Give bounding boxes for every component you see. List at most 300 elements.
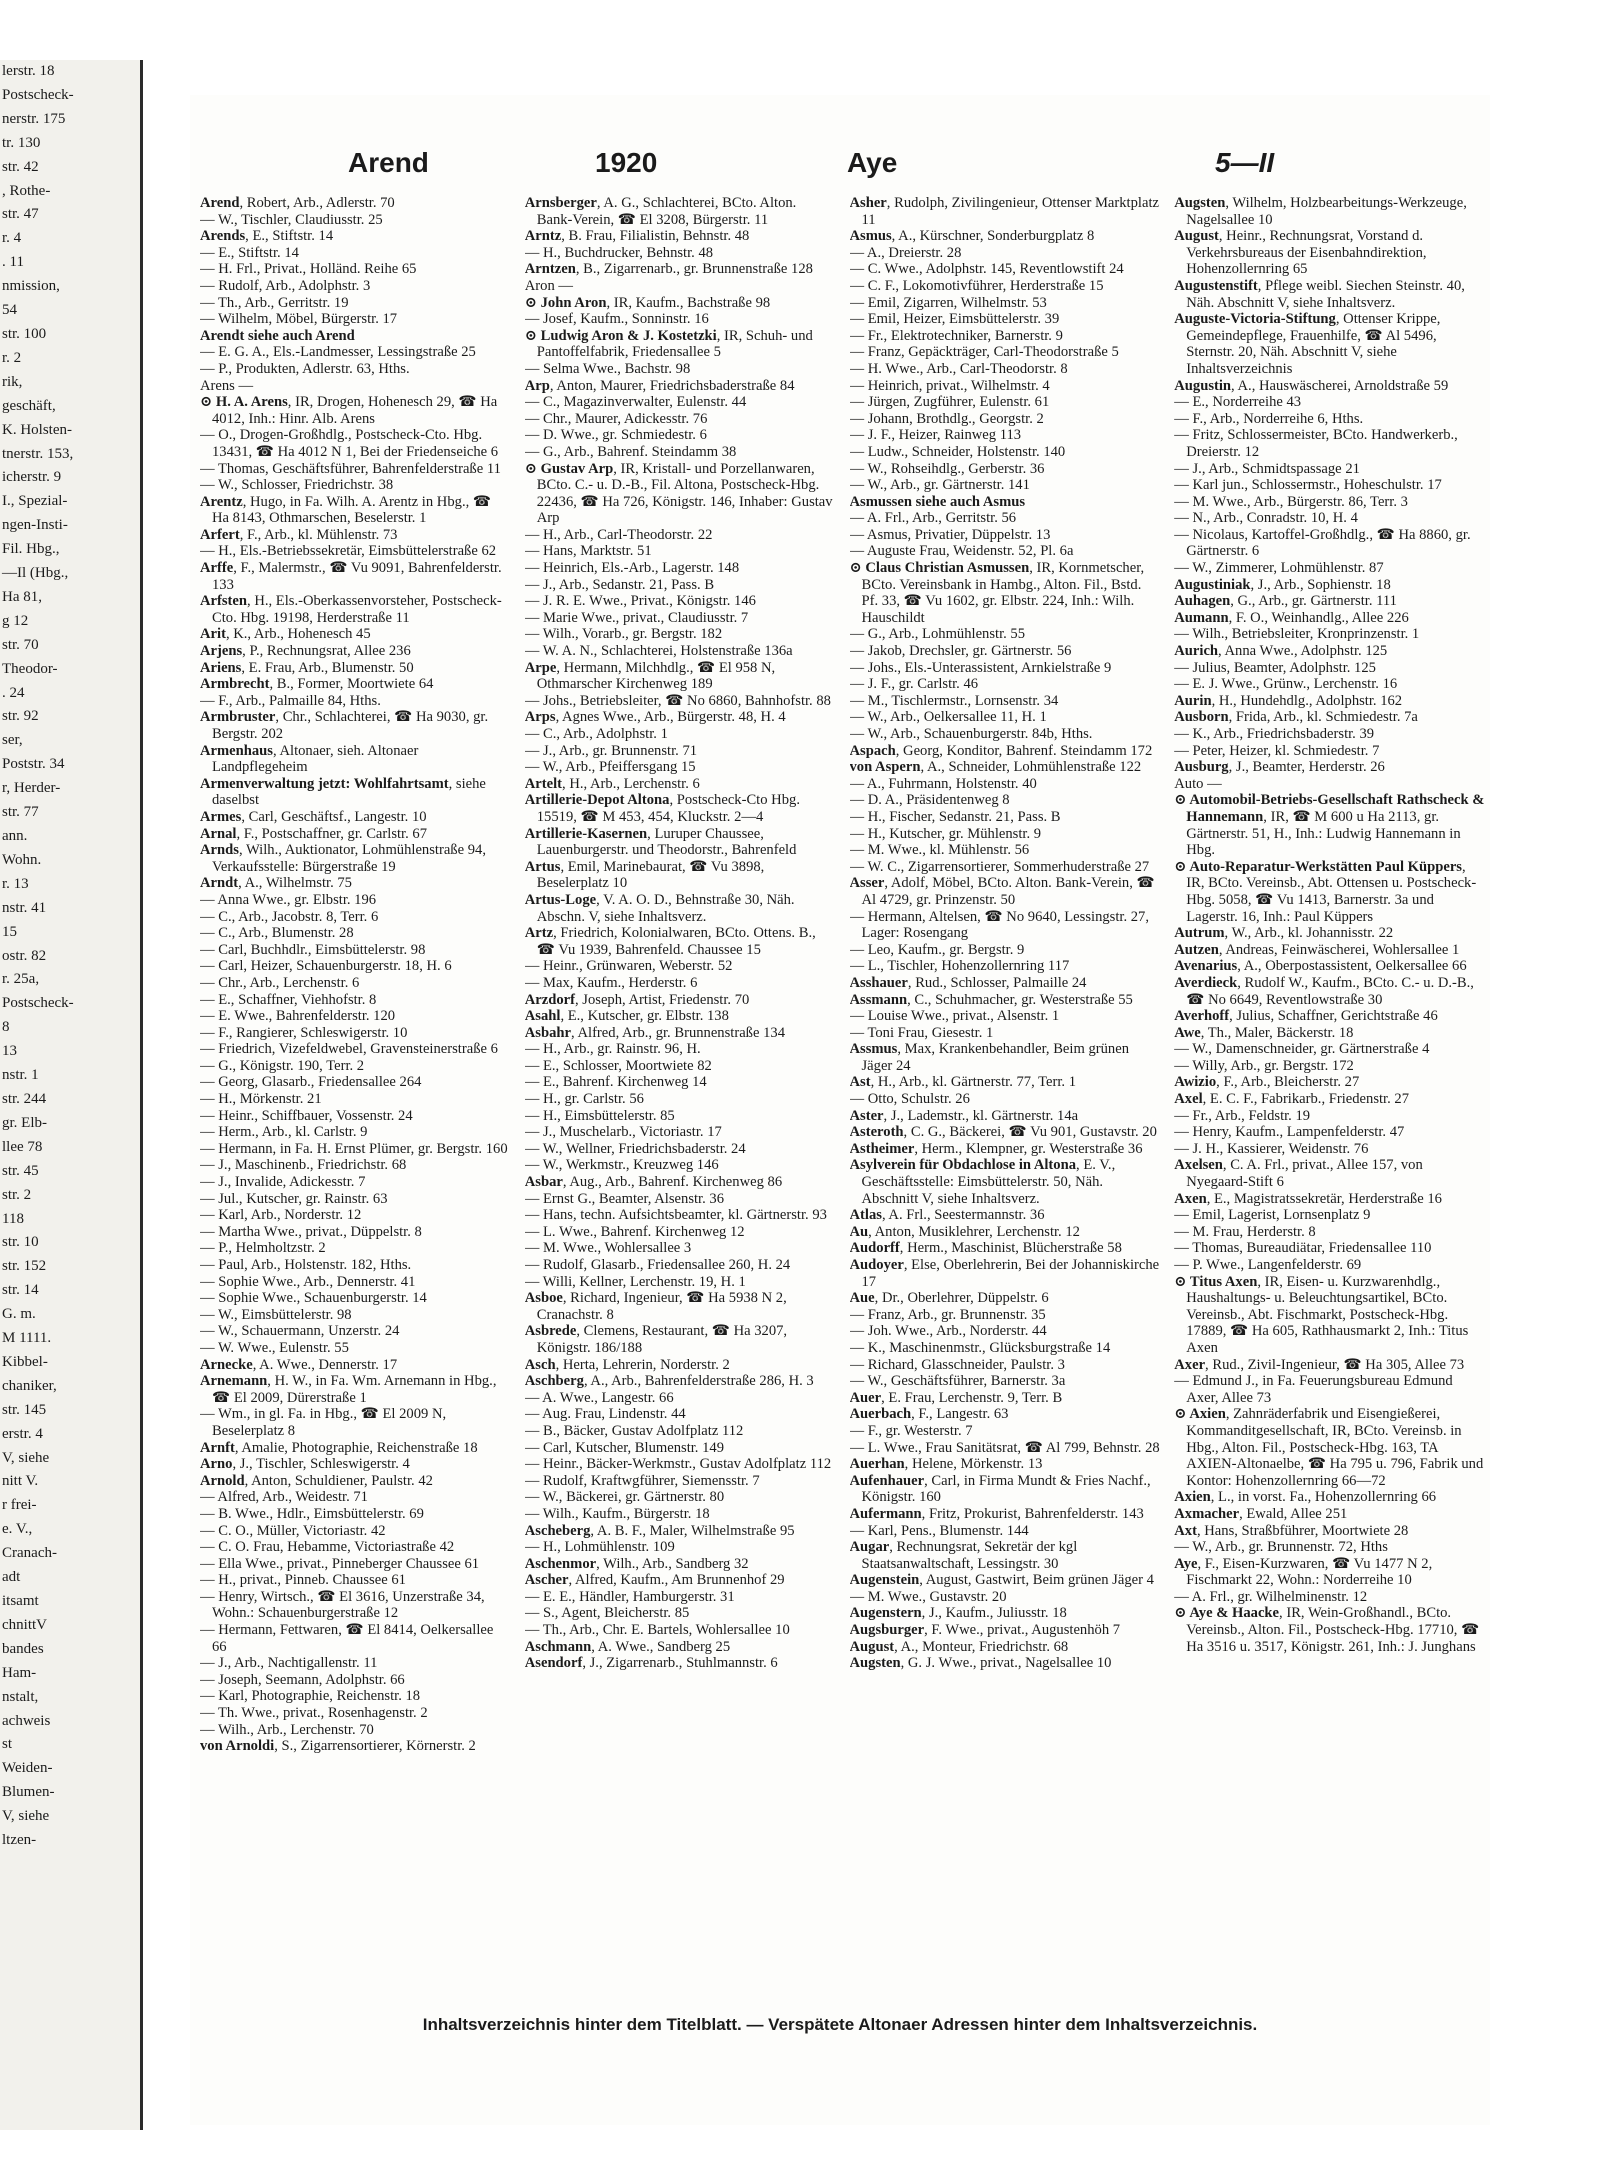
directory-entry: — Carl, Heizer, Schauenburgerstr. 18, H. 6 [200, 958, 452, 975]
fragment-line: str. 14 [2, 1282, 39, 1299]
directory-entry: — M. Frau, Herderstr. 8 [1174, 1223, 1316, 1240]
directory-entry: — Jakob, Drechsler, gr. Gärtnerstr. 56 [849, 643, 1072, 660]
entry-lead-name: Aue [849, 1290, 875, 1307]
directory-entry: Aufermann, Fritz, Prokurist, Bahrenfelderstr. 143 [849, 1505, 1144, 1522]
entry-lead-name: Arentz [200, 493, 243, 510]
directory-entry: Au, Anton, Musiklehrer, Lerchenstr. 12 [849, 1223, 1080, 1240]
fragment-line: 15 [2, 923, 17, 940]
entry-lead-name: Asendorf [524, 1655, 583, 1672]
fragment-line: tnerstr. 153, [2, 445, 74, 462]
directory-entry: ⊙ Claus Christian Asmussen, IR, Kornmetscher, BCto. Vereinsbank in Hambg., Alton. Fil., Bstd. Pf. 33, ☎ Vu 1602, gr. Elbstr. 224, Inh.: Wilh. Hauschildt [849, 560, 1145, 626]
fragment-line: chaniker, [2, 1377, 57, 1394]
fragment-line: 13 [2, 1043, 17, 1060]
directory-entry: — Julius, Beamter, Adolphstr. 125 [1174, 659, 1376, 676]
directory-entry: — Asmus, Privatier, Düppelstr. 13 [849, 526, 1051, 543]
directory-entry: — M. Wwe., Gustavstr. 20 [849, 1588, 1007, 1605]
directory-entry: — Carl, Kutscher, Blumenstr. 149 [524, 1439, 724, 1456]
entry-lead-name: Aufenhauer [849, 1472, 925, 1489]
directory-entry: Arnal, F., Postschaffner, gr. Carlstr. 67 [200, 825, 428, 842]
directory-entry: Aster, J., Lademstr., kl. Gärtnerstr. 14a [849, 1107, 1079, 1124]
fragment-line: chnittV [2, 1616, 47, 1633]
fragment-line: Cranach- [2, 1545, 57, 1562]
column-3 [850, 195, 1161, 1995]
fragment-line: —Il (Hbg., [2, 565, 69, 582]
directory-entry: Auer, E. Frau, Lerchenstr. 9, Terr. B [849, 1389, 1063, 1406]
entry-lead-name: Auerbach [849, 1406, 912, 1423]
entry-lead-name: Auerhan [849, 1456, 905, 1473]
entry-lead-name: Arnecke [200, 1356, 253, 1373]
directory-entry: — Georg, Glasarb., Friedensallee 264 [200, 1074, 422, 1091]
directory-entry: — H. Frl., Privat., Holländ. Reihe 65 [200, 261, 417, 278]
fragment-line: geschäft, [2, 397, 56, 414]
directory-entry: — H., Eimsbüttelerstr. 85 [524, 1107, 675, 1124]
fragment-line: str. 100 [2, 325, 47, 342]
entry-lead-name: Aufermann [849, 1505, 922, 1522]
fragment-line: lerstr. 18 [2, 63, 55, 79]
directory-entry: — B. Wwe., Hdlr., Eimsbüttelerstr. 69 [200, 1505, 424, 1522]
entry-lead-name: Asahl [524, 1008, 561, 1025]
fragment-line: 54 [2, 302, 17, 319]
directory-entry: — J. R. E. Wwe., Privat., Königstr. 146 [524, 593, 756, 610]
fragment-line: nstr. 1 [2, 1067, 39, 1084]
directory-entry: Ascheberg, A. B. F., Maler, Wilhelmstraße 95 [524, 1522, 795, 1539]
directory-entry: — C. O. Frau, Hebamme, Victoriastraße 42 [200, 1539, 455, 1556]
page-footer-note: Inhaltsverzeichnis hinter dem Titelblatt. — Verspätete Altonaer Adressen hinter dem Inhaltsverzeichnis. [422, 2015, 1258, 2034]
directory-entry: — Th. Wwe., privat., Rosenhagenstr. 2 [200, 1705, 428, 1722]
directory-entry: Auerhan, Helene, Mörkenstr. 13 [849, 1456, 1043, 1473]
entry-lead-name: Assmann [849, 991, 908, 1008]
directory-entry: — Herm., Arb., kl. Carlstr. 9 [200, 1124, 368, 1141]
fragment-line: str. 47 [2, 206, 39, 223]
header-first-name: Arend [348, 147, 429, 178]
entry-lead-name: Auguste-Victoria-Stiftung [1174, 311, 1336, 328]
directory-entry: ⊙ Titus Axen, IR, Eisen- u. Kurzwarenhdlg., Haushaltungs- u. Beleuchtungsartikel, BCto. Vereinsb., Abt. Fischmarkt, Postscheck-Hbg. 17889, ☎ Ha 605, Rathhausmarkt 2, Inh.: Titus Axen [1174, 1273, 1469, 1356]
directory-entry: — C., Arb., Jacobstr. 8, Terr. 6 [200, 908, 379, 925]
directory-entry: — E., Stiftstr. 14 [200, 244, 299, 261]
directory-entry: Arnds, Wilh., Auktionator, Lohmühlenstraße 94, Verkaufsstelle: Bürgerstraße 19 [200, 842, 486, 875]
directory-entry: — F., Arb., Norderreihe 6, Hths. [1174, 410, 1364, 427]
fragment-line: llee 78 [2, 1138, 43, 1155]
entry-lead-name: Arnal [200, 825, 237, 842]
directory-entry: — W., Schlosser, Friedrichstr. 38 [200, 477, 394, 494]
fragment-line: str. 2 [2, 1186, 32, 1203]
directory-entry: — Joseph, Seemann, Adolphstr. 66 [200, 1671, 405, 1688]
directory-entry: — J., Arb., gr. Brunnenstr. 71 [524, 742, 698, 759]
directory-entry: — H., Fischer, Sedanstr. 21, Pass. B [849, 808, 1061, 825]
entry-lead-name: Axel [1174, 1091, 1203, 1108]
directory-entry: Axt, Hans, Straßbführer, Moortwiete 28 [1174, 1522, 1409, 1539]
entry-lead-name: Asmussen siehe auch Asmus [849, 493, 1026, 510]
directory-entry: Asboe, Richard, Ingenieur, ☎ Ha 5938 N 2, Cranachstr. 8 [524, 1290, 787, 1323]
directory-entry: — W. C., Zigarrensortierer, Sommerhuderstraße 27 [849, 858, 1150, 875]
directory-entry: Atlas, A. Frl., Seestermannstr. 36 [849, 1207, 1045, 1224]
entry-lead-name: Arzdorf [524, 991, 575, 1008]
directory-entry: Artillerie-Depot Altona, Postscheck-Cto Hbg. 15519, ☎ M 453, 454, Kluckstr. 2—4 [524, 792, 800, 825]
directory-entry: — H., Buchdrucker, Behnstr. 48 [524, 244, 714, 261]
entry-lead-name: Arps [524, 709, 556, 726]
directory-entry: — Heinr., Bäcker-Werkmstr., Gustav Adolfplatz 112 [524, 1456, 832, 1473]
directory-entry: — Hermann, Fettwaren, ☎ El 8414, Oelkersallee 66 [200, 1622, 494, 1655]
entry-lead-name: Arntz [524, 228, 562, 245]
entry-lead-name: Arfert [200, 526, 240, 543]
entry-lead-name: Arnft [200, 1439, 235, 1456]
directory-entry: — H., privat., Pinneb. Chaussee 61 [200, 1572, 406, 1589]
entry-lead-name: Armes [200, 808, 242, 825]
directory-entry: Arnemann, H. W., in Fa. Wm. Arnemann in Hbg., ☎ El 2009, Dürerstraße 1 [200, 1373, 497, 1406]
fragment-line: Ha 81, [2, 588, 42, 605]
directory-entry: Ariens, E. Frau, Arb., Blumenstr. 50 [200, 659, 414, 676]
directory-entry: — Fr., Arb., Feldstr. 19 [1174, 1107, 1311, 1124]
directory-entry: ⊙ H. A. Arens, IR, Drogen, Hohenesch 29, ☎ Ha 4012, Inh.: Hinr. Alb. Arens [200, 394, 498, 427]
directory-entry: — C., Arb., Adolphstr. 1 [524, 726, 668, 742]
directory-entry: — Wilh., Betriebsleiter, Kronprinzenstr. 1 [1174, 626, 1420, 643]
directory-entry: — Nicolaus, Kartoffel-Großhdlg., ☎ Ha 8860, gr. Gärtnerstr. 6 [1174, 526, 1471, 560]
entry-lead-name: Auer [849, 1389, 882, 1406]
directory-entry: Armenverwaltung jetzt: Wohlfahrtsamt, siehe daselbst [200, 775, 486, 809]
directory-entry: Augsten, G. J. Wwe., privat., Nagelsallee 10 [849, 1655, 1112, 1672]
fragment-line: r. 2 [2, 349, 22, 366]
directory-entry: Arit, K., Arb., Hohenesch 45 [200, 626, 371, 643]
directory-entry: — H., Kutscher, gr. Mühlenstr. 9 [849, 825, 1042, 842]
directory-entry: — H., Lohmühlenstr. 109 [524, 1539, 675, 1556]
entry-lead-name: Asbahr [524, 1024, 571, 1041]
directory-entry: — Wilhelm, Möbel, Bürgerstr. 17 [200, 311, 398, 328]
directory-entry: — Hermann, in Fa. H. Ernst Plümer, gr. Bergstr. 160 [200, 1140, 508, 1157]
directory-entry: Asendorf, J., Zigarrenarb., Stuhlmannstr. 6 [524, 1655, 778, 1672]
directory-entry: — S., Agent, Bleicherstr. 85 [524, 1605, 690, 1622]
directory-entry: — M. Wwe., kl. Mühlenstr. 56 [849, 842, 1030, 859]
directory-entry: — Carl, Buchhdlr., Eimsbüttelerstr. 98 [200, 941, 426, 958]
entry-lead-name: Ariens [200, 659, 242, 676]
directory-entry: Armbruster, Chr., Schlachterei, ☎ Ha 9030, gr. Bergstr. 202 [200, 709, 489, 742]
directory-entry [200, 328, 511, 345]
directory-entry: — W., Arb., gr. Gärtnerstr. 141 [849, 477, 1030, 494]
directory-entry: Aue, Dr., Oberlehrer, Düppelstr. 6 [849, 1290, 1049, 1307]
directory-entry: — J., Muschelarb., Victoriastr. 17 [524, 1124, 722, 1141]
fragment-line: 118 [2, 1210, 24, 1227]
entry-lead-name: August [849, 1638, 895, 1655]
fragment-line: rik, [2, 373, 23, 390]
directory-entry: Augustin, A., Hauswäscherei, Arnoldstraße 59 [1174, 377, 1449, 394]
directory-entry: — H., Els.-Betriebssekretär, Eimsbüttelerstraße 62 [200, 543, 497, 560]
directory-entry: Assmann, C., Schuhmacher, gr. Westerstraße 55 [849, 991, 1133, 1008]
fragment-line: V, siehe [2, 1808, 50, 1825]
fragment-line: ngen-Insti- [2, 517, 68, 534]
fragment-line: I., Spezial- [2, 493, 68, 510]
directory-entry: Arntz, B. Frau, Filialistin, Behnstr. 48 [524, 228, 750, 245]
directory-entry: — Wilh., Arb., Lerchenstr. 70 [200, 1721, 374, 1738]
directory-entry: — W., Damenschneider, gr. Gärtnerstraße 4 [1174, 1041, 1430, 1058]
directory-entry: Asbar, Aug., Arb., Bahrenf. Kirchenweg 86 [524, 1174, 783, 1191]
directory-entry: — M. Wwe., Arb., Bürgerstr. 86, Terr. 3 [1174, 493, 1408, 510]
directory-entry: — Henry, Kaufm., Lampenfelderstr. 47 [1174, 1124, 1405, 1141]
fragment-line: str. 45 [2, 1162, 39, 1179]
directory-entry: Aye, F., Eisen-Kurzwaren, ☎ Vu 1477 N 2, Fischmarkt 22, Wohn.: Norderreihe 10 [1174, 1555, 1433, 1589]
directory-entry: — W., Arb., Schauenburgerstr. 84b, Hths. [849, 726, 1093, 742]
directory-entry: Avenarius, A., Oberpostassistent, Oelkersallee 66 [1174, 958, 1467, 975]
directory-entry: Aschenmor, Wilh., Arb., Sandberg 32 [524, 1555, 749, 1572]
fragment-line: Wohn. [2, 851, 42, 868]
directory-entry: — E. E., Händler, Hamburgerstr. 31 [524, 1588, 735, 1605]
directory-entry: Arpe, Hermann, Milchhdlg., ☎ El 958 N, Othmarscher Kirchenweg 189 [524, 659, 776, 693]
directory-entry: Arnft, Amalie, Photographie, Reichenstraße 18 [200, 1439, 478, 1456]
entry-lead-name: ⊙ John Aron [524, 294, 607, 311]
directory-entry: — Anna Wwe., gr. Elbstr. 196 [200, 891, 377, 908]
directory-entry: — D. Wwe., gr. Schmiedestr. 6 [524, 427, 707, 444]
directory-entry: — W., Arb., Pfeiffersgang 15 [524, 759, 696, 776]
adjacent-page-fragment [0, 60, 143, 2130]
fragment-line: g 12 [2, 612, 29, 629]
fragment-line: nstr. 41 [2, 899, 47, 916]
directory-entry: — A. Frl., gr. Wilhelminenstr. 12 [1174, 1588, 1368, 1605]
directory-entry: Arfert, F., Arb., kl. Mühlenstr. 73 [200, 526, 398, 543]
fragment-line: str. 70 [2, 636, 39, 653]
fragment-line: Postscheck- [2, 995, 74, 1012]
entry-lead-name: ⊙ Claus Christian Asmussen [849, 560, 1030, 577]
directory-page [190, 95, 1490, 2125]
directory-entry: — Martha Wwe., privat., Düppelstr. 8 [200, 1223, 422, 1240]
directory-entry: — Thomas, Bureaudiätar, Friedensallee 110 [1174, 1240, 1432, 1257]
directory-entry: Axel, E. C. F., Fabrikarb., Friedenstr. 27 [1174, 1091, 1409, 1108]
entry-lead-name: Augar [849, 1539, 890, 1556]
directory-entry: — Paul, Arb., Holstenstr. 182, Hths. [200, 1257, 412, 1273]
directory-entry: — E., Schlosser, Moortwiete 82 [524, 1057, 712, 1074]
directory-entry [850, 494, 1161, 511]
entry-lead-name: Awe [1174, 1024, 1201, 1041]
entry-lead-name: Ast [849, 1074, 871, 1091]
fragment-line: nerstr. 175 [2, 110, 66, 127]
fragment-line: Theodor- [2, 660, 58, 677]
entry-lead-name: Arpe [524, 659, 557, 676]
fragment-line: gr. Elb- [2, 1114, 47, 1131]
fragment-line: bandes [2, 1640, 44, 1657]
fragment-line: Fil. Hbg., [2, 541, 60, 558]
entry-lead-name: Augustiniak [1174, 576, 1251, 593]
directory-entry: — Willy, Arb., gr. Bergstr. 172 [1174, 1057, 1354, 1074]
directory-entry: — C., Magazinverwalter, Eulenstr. 44 [524, 394, 747, 411]
directory-entry: — Fr., Elektrotechniker, Barnerstr. 9 [849, 327, 1063, 344]
fragment-line: nmission, [2, 278, 60, 295]
entry-lead-name: Asch [524, 1356, 556, 1373]
directory-entry: — Karl, Photographie, Reichenstr. 18 [200, 1688, 421, 1705]
directory-entry: — W., Zimmerer, Lohmühlenstr. 87 [1174, 560, 1384, 577]
entry-lead-name: Aschmann [524, 1638, 592, 1655]
directory-entry: — C., Arb., Blumenstr. 28 [200, 925, 354, 942]
directory-entry: — Rudolf, Kraftwgführer, Siemensstr. 7 [524, 1472, 760, 1489]
entry-lead-name: Arjens [200, 643, 243, 660]
fragment-line: 8 [2, 1019, 10, 1036]
directory-entry: — Karl, Arb., Norderstr. 12 [200, 1207, 362, 1224]
directory-entry: — W., Eimsbüttelerstr. 98 [200, 1306, 352, 1323]
entry-lead-name: Artus [524, 858, 561, 875]
directory-entry: — W., Rohseihdlg., Gerberstr. 36 [849, 460, 1045, 477]
entry-lead-name: Asboe [524, 1290, 563, 1307]
directory-entry: — Karl jun., Schlossermstr., Hoheschulstr. 17 [1174, 477, 1442, 494]
directory-entry: ⊙ Ludwig Aron & J. Kostetzki, IR, Schuh- und Pantoffelfabrik, Friedensallee 5 [524, 327, 813, 361]
directory-entry: — Heinrich, Els.-Arb., Lagerstr. 148 [524, 560, 740, 577]
directory-entry: Arnecke, A. Wwe., Dennerstr. 17 [200, 1356, 398, 1373]
column-2 [525, 195, 836, 1995]
directory-entry: — J., Arb., Sedanstr. 21, Pass. B [524, 576, 715, 593]
directory-entry: — M., Tischlermstr., Lornsenstr. 34 [849, 692, 1059, 709]
fragment-line: r, Herder- [2, 780, 61, 797]
directory-entry: — Auguste Frau, Weidenstr. 52, Pl. 6a [849, 543, 1074, 560]
column-1 [200, 195, 511, 1995]
fragment-line: r frei- [2, 1497, 37, 1514]
entry-lead-name: Armenhaus [200, 742, 273, 759]
entry-lead-name: Audorff [849, 1240, 900, 1257]
directory-entry: Augustenstift, Pflege weibl. Siechen Steinstr. 40, Näh. Abschnitt V, siehe Inhaltsverz. [1174, 277, 1465, 311]
directory-entry: — Rudolf, Glasarb., Friedensallee 260, H. 24 [524, 1257, 791, 1273]
entry-lead-name: Assmus [849, 1041, 898, 1058]
directory-entry: — C. O., Müller, Victoriastr. 42 [200, 1522, 386, 1539]
directory-entry: Asylverein für Obdachlose in Altona, E. V., Geschäftsstelle: Eimsbüttelerstr. 50, Näh. Abschnitt V, siehe Inhaltsverz. [849, 1157, 1116, 1207]
directory-entry: Asahl, E., Kutscher, gr. Elbstr. 138 [524, 1008, 729, 1025]
directory-entry: von Arnoldi, S., Zigarrensortierer, Körnerstr. 2 [200, 1738, 476, 1755]
directory-entry: — K., Arb., Friedrichsbaderstr. 39 [1174, 726, 1375, 742]
entry-lead-name: Ausburg [1174, 759, 1229, 776]
directory-entry: — J. H., Kassierer, Weidenstr. 76 [1174, 1140, 1369, 1157]
directory-entry: — Sophie Wwe., Schauenburgerstr. 14 [200, 1290, 427, 1307]
directory-entry: — Henry, Wirtsch., ☎ El 3616, Unzerstraße 34, Wohn.: Schauenburgerstraße 12 [200, 1588, 485, 1622]
entry-lead-name: Artillerie-Kasernen [524, 825, 648, 842]
directory-entry: Assmus, Max, Krankenbehandler, Beim grünen Jäger 24 [849, 1041, 1129, 1074]
directory-entry: — A., Dreierstr. 28 [849, 244, 962, 261]
directory-entry: Arfsten, H., Els.-Oberkassenvorsteher, Postscheck-Cto. Hbg. 19198, Herderstraße 11 [200, 593, 502, 626]
directory-entry: — Emil, Heizer, Eimsbüttelerstr. 39 [849, 311, 1060, 328]
directory-entry: Arffe, F., Malermstr., ☎ Vu 9091, Bahrenfelderstr. 133 [200, 560, 502, 593]
directory-entry: Arjens, P., Rechnungsrat, Allee 236 [200, 643, 411, 660]
directory-entry: — J., Arb., Schmidtspassage 21 [1174, 460, 1360, 477]
directory-entry: ⊙ Gustav Arp, IR, Kristall- und Porzellanwaren, BCto. C.- u. D.-B., Fil. Altona, Postscheck-Hbg. 22436, ☎ Ha 726, Königstr. 146, Inhaber: Gustav Arp [524, 460, 833, 527]
directory-entry: Arentz, Hugo, in Fa. Wilh. A. Arentz in Hbg., ☎ Ha 8143, Othmarschen, Beselerstr. 1 [200, 493, 492, 527]
directory-entry: — Johs., Betriebsleiter, ☎ No 6860, Bahnhofstr. 88 [524, 692, 831, 709]
directory-entry: Arnold, Anton, Schuldiener, Paulstr. 42 [200, 1472, 433, 1489]
directory-entry: — Willi, Kellner, Lerchenstr. 19, H. 1 [524, 1273, 746, 1290]
fragment-line: ostr. 82 [2, 947, 47, 964]
entry-lead-name: Armenverwaltung jetzt: Wohlfahrtsamt [200, 775, 449, 792]
directory-entry: — W., Arb., Oelkersallee 11, H. 1 [849, 709, 1047, 726]
entry-lead-name: Axien [1174, 1489, 1211, 1506]
directory-entry: Awe, Th., Maler, Bäckerstr. 18 [1174, 1024, 1354, 1041]
entry-lead-name: Augustin [1174, 377, 1232, 394]
directory-entry: Averhoff, Julius, Schaffner, Gerichtstraße 46 [1174, 1008, 1438, 1025]
directory-entry: Arp, Anton, Maurer, Friedrichsbaderstraße 84 [524, 377, 795, 394]
entry-lead-name: Aurin [1174, 692, 1212, 709]
entry-lead-name: Au [849, 1223, 869, 1240]
directory-entry: — A. Wwe., Langestr. 66 [524, 1389, 674, 1406]
directory-entry: Artus-Loge, V. A. O. D., Behnstraße 30, Näh. Abschn. V, siehe Inhaltsverz. [524, 891, 795, 925]
entry-lead-name: Artelt [524, 775, 563, 792]
directory-entry: Aschberg, A., Arb., Bahrenfelderstraße 286, H. 3 [524, 1373, 814, 1390]
directory-entry: Axer, Rud., Zivil-Ingenieur, ☎ Ha 305, Allee 73 [1174, 1356, 1465, 1373]
directory-entry: Aumann, F. O., Weinhandlg., Allee 226 [1174, 609, 1409, 626]
entry-lead-name: Aster [849, 1107, 884, 1124]
entry-lead-name: Arend [200, 195, 240, 211]
entry-lead-name: Arfsten [200, 593, 248, 610]
directory-entry: Audoyer, Else, Oberlehrerin, Bei der Johanniskirche 17 [849, 1257, 1160, 1290]
fragment-line: r. 25a, [2, 971, 40, 988]
directory-columns [200, 195, 1485, 1995]
entry-lead-name: Auhagen [1174, 593, 1231, 610]
fragment-line: adt [2, 1569, 21, 1586]
directory-entry: Artillerie-Kasernen, Luruper Chaussee, Lauenburgerstr. und Theodorstr., Bahrenfeld [524, 825, 797, 859]
entry-lead-name: Asbrede [524, 1323, 577, 1340]
directory-entry: Averdieck, Rudolf W., Kaufm., BCto. C.- u. D.-B., ☎ No 6649, Reventlowstraße 30 [1174, 974, 1474, 1008]
directory-entry: Asmus, A., Kürschner, Sonderburgplatz 8 [849, 228, 1095, 245]
directory-entry: — Chr., Maurer, Adickesstr. 76 [524, 410, 708, 427]
directory-entry: — M. Wwe., Wohlersallee 3 [524, 1240, 692, 1257]
directory-entry: Ast, H., Arb., kl. Gärtnerstr. 77, Terr. 1 [849, 1074, 1077, 1091]
directory-entry: — L. Wwe., Bahrenf. Kirchenweg 12 [524, 1223, 745, 1240]
directory-entry: — Th., Arb., Chr. E. Bartels, Wohlersallee 10 [524, 1622, 790, 1639]
directory-entry: — H., gr. Carlstr. 56 [524, 1091, 644, 1108]
directory-entry: — Leo, Kaufm., gr. Bergstr. 9 [849, 941, 1025, 958]
entry-lead-name: Asher [849, 195, 887, 211]
directory-entry: ⊙ Auto-Reparatur-Werkstätten Paul Küppers, IR, BCto. Vereinsb., Abt. Ottensen u. Postscheck-Hbg. 5058, ☎ Vu 1413, Barnerstr. 3a und Lagerstr. 16, Inh.: Paul Küppers [1174, 858, 1477, 925]
entry-lead-name: Artus-Loge [524, 891, 597, 908]
entry-lead-name: Axt [1174, 1522, 1197, 1539]
entry-lead-name: Audoyer [849, 1257, 904, 1273]
directory-entry: Ausborn, Frida, Arb., kl. Schmiedestr. 7a [1174, 709, 1418, 726]
directory-entry: — H., Arb., Carl-Theodorstr. 22 [524, 526, 713, 543]
directory-entry: — Wm., in gl. Fa. in Hbg., ☎ El 2009 N, Beselerplatz 8 [200, 1406, 447, 1439]
directory-entry: — A., Fuhrmann, Holstenstr. 40 [849, 775, 1037, 792]
entry-lead-name: ⊙ H. A. Arens [200, 394, 288, 411]
entry-lead-name: Ausborn [1174, 709, 1229, 726]
directory-entry: — W., Geschäftsführer, Barnerstr. 3a [849, 1373, 1066, 1390]
directory-entry: — Selma Wwe., Bachstr. 98 [524, 360, 691, 377]
entry-lead-name: Arends [200, 228, 246, 245]
entry-lead-name: Asbar [524, 1174, 563, 1191]
directory-entry: Augsten, Wilhelm, Holzbearbeitungs-Werkzeuge, Nagelsallee 10 [1174, 195, 1467, 228]
entry-lead-name: Augsburger [849, 1622, 925, 1639]
directory-entry: Auguste-Victoria-Stiftung, Ottenser Krippe, Gemeindepflege, Frauenhilfe, ☎ Al 5496, Sternstr. 20, Näh. Abschnitt V, siehe Inhaltsverzeichnis [1174, 311, 1441, 377]
directory-entry: Augar, Rechnungsrat, Sekretär der kgl Staatsanwaltschaft, Lessingstr. 30 [849, 1539, 1078, 1572]
directory-entry: — C. Wwe., Adolphstr. 145, Reventlowstift 24 [849, 261, 1124, 278]
directory-entry: Aurich, Anna Wwe., Adolphstr. 125 [1174, 643, 1388, 660]
directory-entry: ⊙ Automobil-Betriebs-Gesellschaft Rathscheck & Hannemann, IR, ☎ M 600 u Ha 2113, gr. Gärtnerstr. 51, H., Inh.: Ludwig Hannemann in Hbg. [1174, 792, 1485, 859]
entry-lead-name: Arntzen [524, 261, 576, 278]
entry-lead-name: Autzen [1174, 941, 1219, 958]
entry-lead-name: Armbrecht [200, 676, 270, 693]
directory-entry: — Emil, Zigarren, Wilhelmstr. 53 [849, 294, 1047, 311]
directory-entry: Augustiniak, J., Arb., Sophienstr. 18 [1174, 576, 1391, 593]
directory-entry: — P., Produkten, Adlerstr. 63, Hths. [200, 360, 410, 377]
fragment-line: Postscheck- [2, 86, 74, 103]
entry-lead-name: Ascher [524, 1572, 569, 1589]
directory-entry: — W. A. N., Schlachterei, Holstenstraße 136a [524, 643, 793, 660]
directory-entry: Augsburger, F. Wwe., privat., Augustenhöh 7 [849, 1622, 1121, 1639]
entry-lead-name: August [1174, 228, 1219, 245]
directory-entry: — G., Arb., Lohmühlenstr. 55 [849, 626, 1026, 643]
directory-entry: — H., Mörkenstr. 21 [200, 1091, 322, 1108]
fragment-line: ann. [2, 828, 28, 844]
directory-entry: — Joh. Wwe., Arb., Norderstr. 44 [849, 1323, 1047, 1340]
entry-lead-name: ⊙ Axien [1174, 1406, 1226, 1423]
entry-lead-name: Axen [1174, 1190, 1207, 1207]
directory-entry: — Heinrich, privat., Wilhelmstr. 4 [849, 377, 1050, 394]
directory-entry: — F., Rangierer, Schleswigerstr. 10 [200, 1024, 408, 1041]
directory-entry: Asser, Adolf, Möbel, BCto. Alton. Bank-Verein, ☎ Al 4729, gr. Prinzenstr. 50 [849, 875, 1155, 908]
directory-entry: — Richard, Glasschneider, Paulstr. 3 [849, 1356, 1065, 1373]
directory-entry: August, A., Monteur, Friedrichstr. 68 [849, 1638, 1069, 1655]
fragment-line: str. 77 [2, 804, 39, 821]
directory-entry: — Johann, Brothdlg., Georgstr. 2 [849, 410, 1044, 427]
directory-entry: — O., Drogen-Großhdlg., Postscheck-Cto. Hbg. 13431, ☎ Ha 4012 N 1, Bei der Friedenseiche 6 [200, 427, 499, 460]
fragment-line: e. V., [2, 1521, 33, 1538]
directory-entry: Artelt, H., Arb., Lerchenstr. 6 [524, 775, 700, 792]
